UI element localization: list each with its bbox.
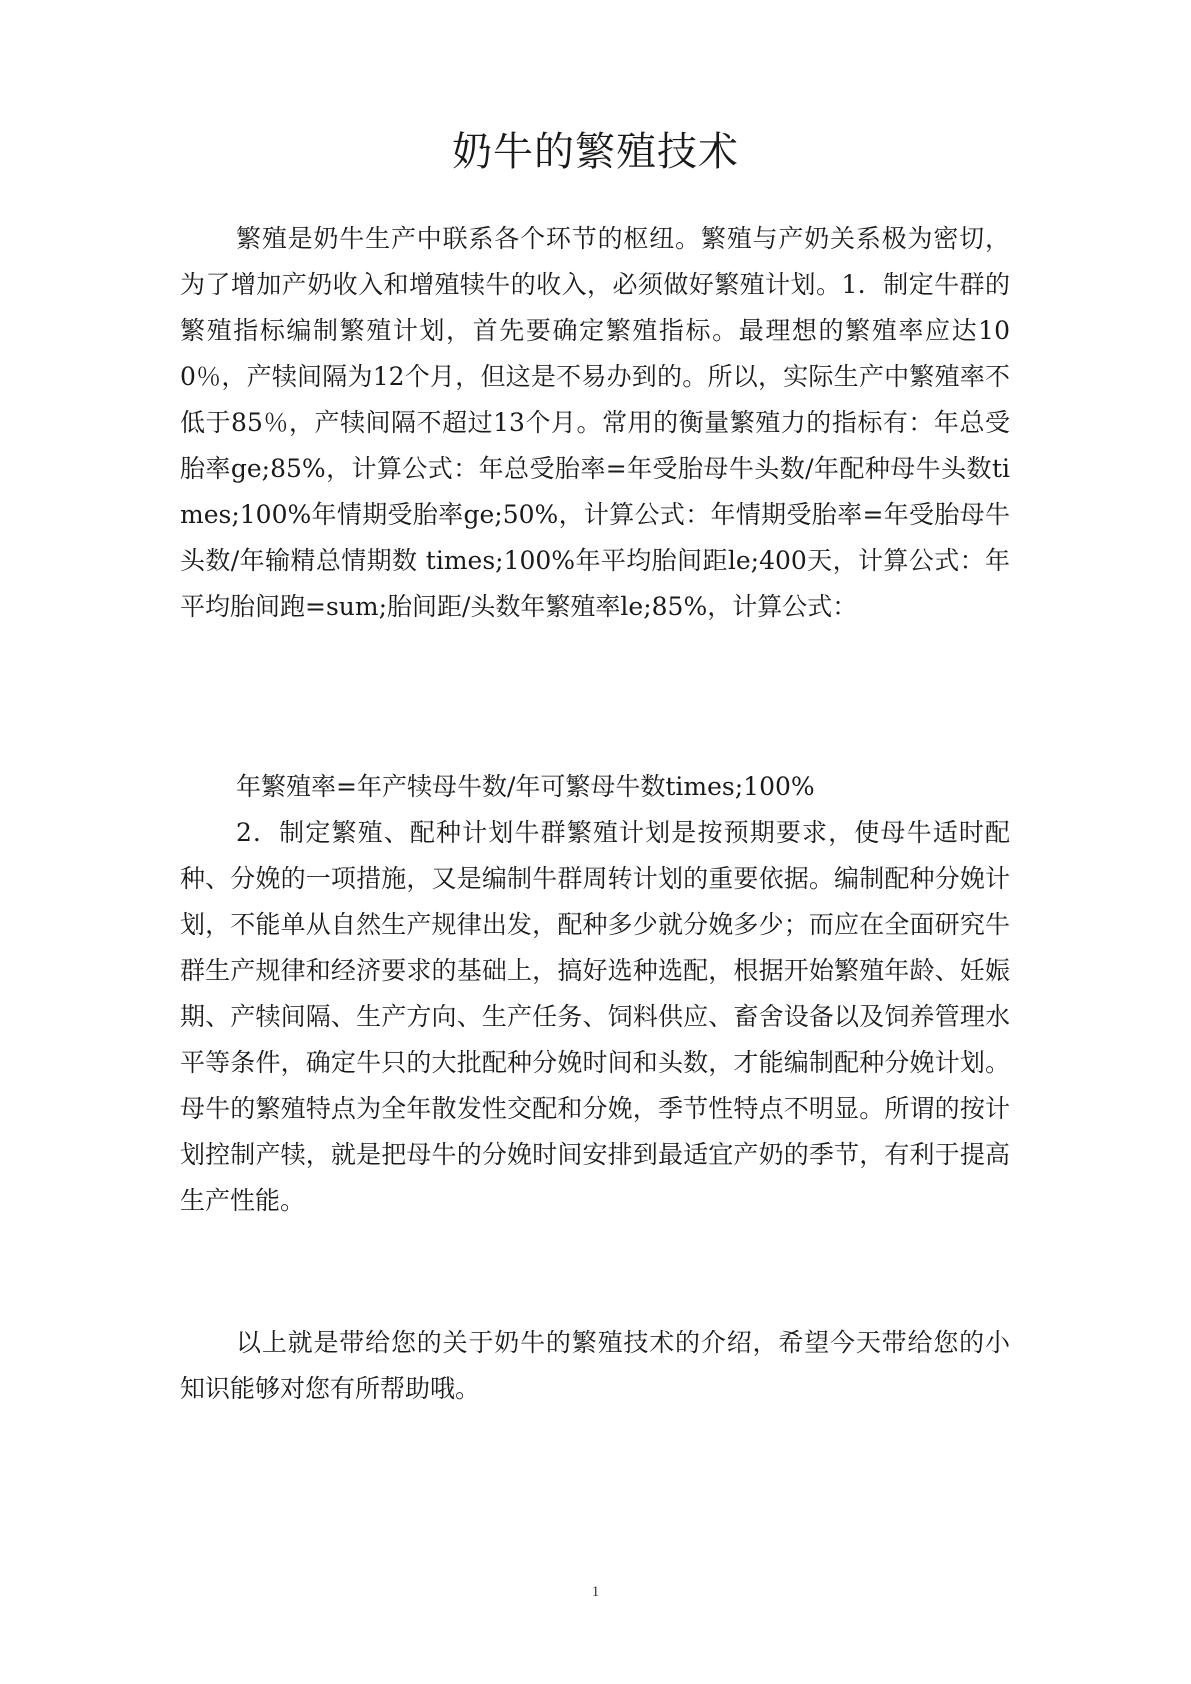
document-title: 奶牛的繁殖技术	[452, 129, 739, 175]
paragraph-breeding-indicators: 繁殖是奶牛生产中联系各个环节的枢纽。繁殖与产奶关系极为密切，为了增加产奶收入和增殖犊牛的收入，必须做好繁殖计划。1．制定牛群的繁殖指标编制繁殖计划，首先要确定繁殖指标。最理想的繁殖率应达100％，产犊间隔为12个月，但这是不易办到的。所以，实际生产中繁殖率不低于85％，产犊间隔不超过13个月。常用的衡量繁殖力的指标有：年总受胎率ge;85%，计算公式：年总受胎率=年受胎母牛头数/年配种母牛头数times;100%年情期受胎率ge;50%，计算公式：年情期受胎率=年受胎母牛头数/年输精总情期数 times;100%年平均胎间距le;400天，计算公式：年平均胎间跑=sum;胎间距/头数年繁殖率le;85%，计算公式：	[180, 224, 1010, 621]
paragraph-breeding-rate-formula: 年繁殖率=年产犊母牛数/年可繁母牛数times;100%	[236, 772, 815, 801]
paragraph-breeding-plan: 2．制定繁殖、配种计划牛群繁殖计划是按预期要求，使母牛适时配种、分娩的一项措施，又是编制牛群周转计划的重要依据。编制配种分娩计划，不能单从自然生产规律出发，配种多少就分娩多少；而应在全面研究牛群生产规律和经济要求的基础上，搞好选种选配，根据开始繁殖年龄、妊娠期、产犊间隔、生产方向、生产任务、饲料供应、畜舍设备以及饲养管理水平等条件，确定牛只的大批配种分娩时间和头数，才能编制配种分娩计划。母牛的繁殖特点为全年散发性交配和分娩，季节性特点不明显。所谓的按计划控制产犊，就是把母牛的分娩时间安排到最适宜产奶的季节，有利于提高生产性能。	[180, 818, 1010, 1215]
paragraph-conclusion: 以上就是带给您的关于奶牛的繁殖技术的介绍，希望今天带给您的小知识能够对您有所帮助哦。	[180, 1328, 1010, 1403]
page-number: 1	[591, 1584, 600, 1600]
